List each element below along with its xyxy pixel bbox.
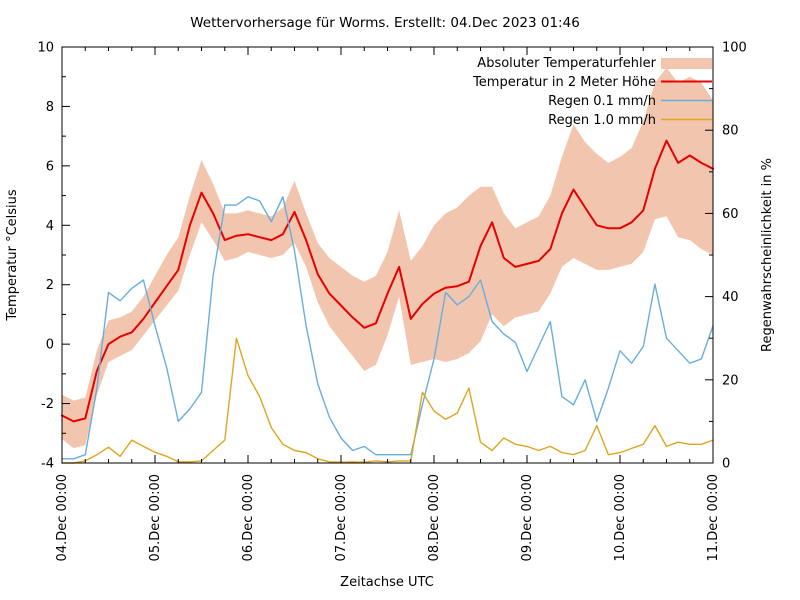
y-left-tick-label: 4: [45, 218, 54, 234]
x-tick-label: 05.Dec 00:00: [148, 474, 163, 562]
legend-label: Regen 0.1 mm/h: [548, 94, 656, 109]
x-tick-label: 04.Dec 00:00: [55, 474, 70, 562]
rain-10-line: [62, 338, 713, 463]
legend-label: Regen 1.0 mm/h: [548, 113, 656, 128]
y-axis-label-right: Regenwahrscheinlichkeit in %: [760, 158, 775, 352]
y-right-tick-label: 80: [722, 123, 739, 139]
x-tick-label: 06.Dec 00:00: [241, 474, 256, 562]
x-tick-label: 10.Dec 00:00: [613, 474, 628, 562]
y-axis-label-left: Temperatur °Celsius: [5, 189, 20, 321]
x-tick-label: 07.Dec 00:00: [334, 474, 349, 562]
legend-label: Temperatur in 2 Meter Höhe: [473, 75, 656, 90]
y-left-tick-label: 8: [45, 99, 54, 115]
legend-label: Absoluter Temperaturfehler: [477, 56, 656, 71]
y-left-tick-label: 0: [45, 337, 54, 353]
y-left-tick-label: 10: [37, 40, 54, 56]
y-left-tick-label: 2: [45, 278, 54, 294]
x-tick-label: 09.Dec 00:00: [520, 474, 535, 562]
x-tick-label: 08.Dec 00:00: [427, 474, 442, 562]
x-tick-label: 11.Dec 00:00: [706, 474, 721, 562]
y-right-tick-label: 40: [722, 290, 739, 306]
y-right-tick-label: 100: [722, 40, 747, 56]
chart-title: Wettervorhersage für Worms. Erstellt: 04.Dec 2023 01:46: [190, 15, 580, 31]
y-right-tick-label: 60: [722, 206, 739, 222]
y-right-tick-label: 20: [722, 373, 739, 389]
y-right-tick-label: 0: [722, 456, 731, 472]
y-left-tick-label: 6: [45, 159, 54, 175]
legend-band-swatch: [661, 58, 712, 69]
y-left-tick-label: -2: [41, 397, 54, 413]
x-axis-label: Zeitachse UTC: [340, 575, 434, 590]
y-left-tick-label: -4: [41, 456, 54, 472]
